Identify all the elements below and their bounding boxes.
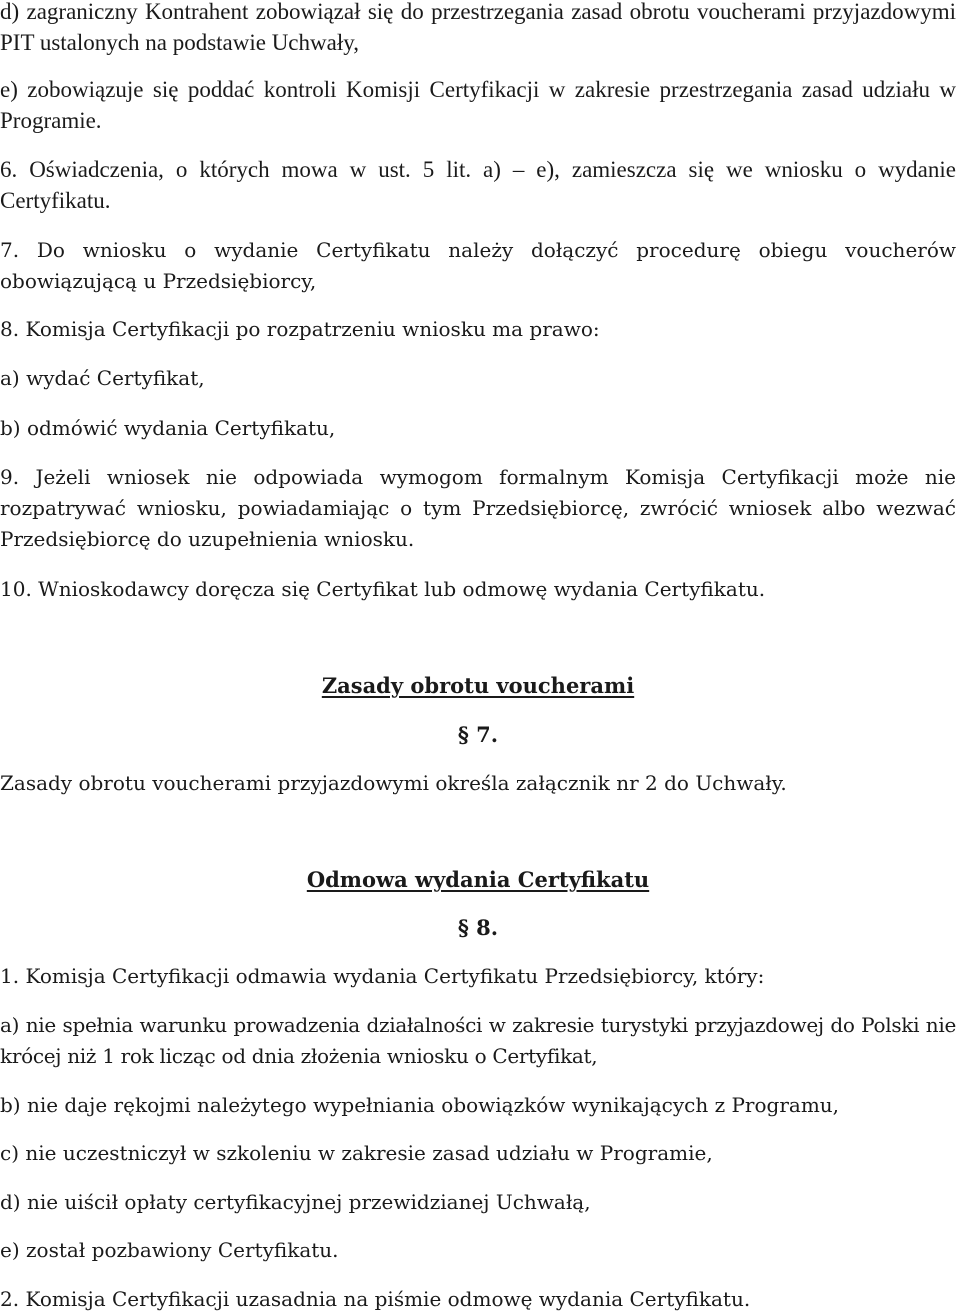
clause-d: d) zagraniczny Kontrahent zobowiązał się do przestrzegania zasad obrotu voucherami przyjazdowymi PIT ustalonych na podstawie Uchwały, bbox=[0, 0, 956, 55]
paragraph-7: 7. Do wniosku o wydanie Certyfikatu należy dołączyć procedurę obiegu voucherów obowiązującą u Przedsiębiorcy, bbox=[0, 238, 956, 293]
section-7-text: Zasady obrotu voucherami przyjazdowymi określa załącznik nr 2 do Uchwały. bbox=[0, 771, 787, 795]
section-8-item-a: a) nie spełnia warunku prowadzenia działalności w zakresie turystyki przyjazdowej do Polski nie krócej niż 1 rok licząc od dnia złożenia wniosku o Certyfikat, bbox=[0, 1013, 956, 1068]
section-8-item-c: c) nie uczestniczył w szkoleniu w zakresie zasad udziału w Programie, bbox=[0, 1141, 713, 1165]
section-8-heading: Odmowa wydania Certyfikatu bbox=[306, 867, 650, 892]
section-7-number: § 7. bbox=[457, 722, 499, 747]
paragraph-8: 8. Komisja Certyfikacji po rozpatrzeniu wniosku ma prawo: bbox=[0, 317, 600, 341]
section-8-number: § 8. bbox=[457, 915, 499, 940]
paragraph-8-item-a: a) wydać Certyfikat, bbox=[0, 366, 205, 390]
section-8-paragraph-1: 1. Komisja Certyfikacji odmawia wydania Certyfikatu Przedsiębiorcy, który: bbox=[0, 964, 765, 988]
section-8-paragraph-2: 2. Komisja Certyfikacji uzasadnia na piśmie odmowę wydania Certyfikatu. bbox=[0, 1287, 751, 1311]
section-8-item-e: e) został pozbawiony Certyfikatu. bbox=[0, 1238, 339, 1262]
clause-e: e) zobowiązuje się poddać kontroli Komisji Certyfikacji w zakresie przestrzegania zasad udziału w Programie. bbox=[0, 77, 956, 133]
paragraph-10: 10. Wnioskodawcy doręcza się Certyfikat lub odmowę wydania Certyfikatu. bbox=[0, 577, 766, 601]
section-8-item-d: d) nie uiścił opłaty certyfikacyjnej przewidzianej Uchwałą, bbox=[0, 1190, 591, 1214]
paragraph-8-item-b: b) odmówić wydania Certyfikatu, bbox=[0, 416, 336, 440]
section-8-item-b: b) nie daje rękojmi należytego wypełniania obowiązków wynikających z Programu, bbox=[0, 1093, 840, 1117]
section-7-heading: Zasady obrotu voucherami bbox=[321, 673, 635, 698]
paragraph-9: 9. Jeżeli wniosek nie odpowiada wymogom formalnym Komisja Certyfikacji może nie rozpatrywać wniosku, powiadamiając o tym Przedsiębiorcę, zwrócić wniosek albo wezwać Przedsiębiorcę do uzupełnienia wniosku. bbox=[0, 465, 956, 551]
paragraph-6: 6. Oświadczenia, o których mowa w ust. 5 lit. a) – e), zamieszcza się we wniosku o wydanie Certyfikatu. bbox=[0, 157, 956, 213]
